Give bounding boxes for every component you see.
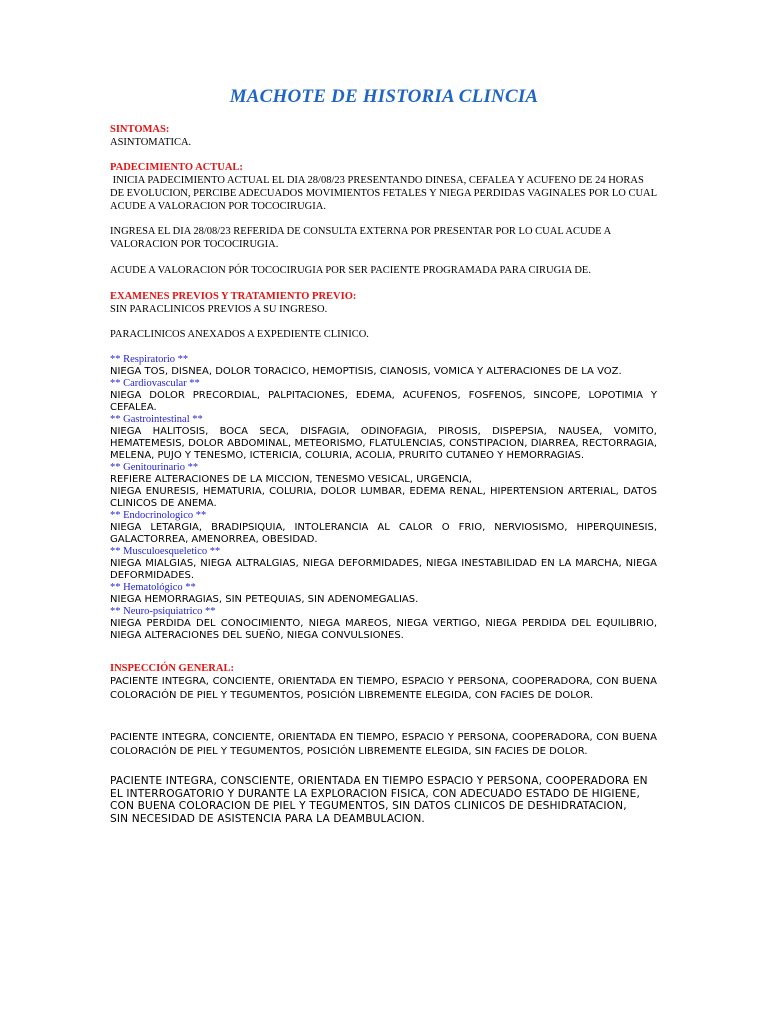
inspeccion-heading: INSPECCIÓN GENERAL: <box>110 663 234 674</box>
system-findings: NIEGA HEMORRAGIAS, SIN PETEQUIAS, SIN ADENOMEGALIAS. <box>110 594 419 605</box>
system-findings: NIEGA MIALGIAS, NIEGA ALTRALGIAS, NIEGA DEFORMIDADES, NIEGA INESTABILIDAD EN LA MARCHA, NIEGA DEFORMIDADES. <box>110 558 657 581</box>
sintomas-section <box>110 123 657 149</box>
sintomas-heading: SINTOMAS: <box>110 124 170 135</box>
system-neuro-psiquiatrico <box>110 606 657 642</box>
document-title: MACHOTE DE HISTORIA CLINCIA <box>229 86 539 107</box>
system-name: ** Neuro-psiquiatrico ** <box>110 606 216 617</box>
system-hematologico <box>110 582 657 606</box>
padecimiento-section <box>110 161 657 213</box>
system-name: ** Endocrinologico ** <box>110 510 207 521</box>
system-genitourinario <box>110 462 657 510</box>
system-name: ** Respiratorio ** <box>110 354 189 365</box>
padecimiento-paragraph-2: INGRESA EL DIA 28/08/23 REFERIDA DE CONSULTA EXTERNA POR PRESENTAR POR LO CUAL ACUDE A VALORACION POR TOCOCIRUGIA. <box>110 226 611 250</box>
padecimiento-paragraph-3: ACUDE A VALORACION PÓR TOCOCIRUGIA POR SER PACIENTE PROGRAMADA PARA CIRUGIA DE. <box>110 265 591 276</box>
system-gastrointestinal <box>110 414 657 462</box>
examenes-paragraph-2: PARACLINICOS ANEXADOS A EXPEDIENTE CLINICO. <box>110 329 369 340</box>
system-cardiovascular <box>110 378 657 414</box>
system-endocrinologico <box>110 510 657 546</box>
system-name: ** Hematológico ** <box>110 582 196 593</box>
system-name: ** Musculoesqueletico ** <box>110 546 221 557</box>
system-findings: NIEGA HALITOSIS, BOCA SECA, DISFAGIA, ODINOFAGIA, PIROSIS, DISPEPSIA, NAUSEA, VOMITO, HEMATEMESIS, DOLOR ABDOMINAL, METEORISMO, FLATULENCIAS, CONSTIPACION, DIARREA, RECTORRAGIA, MELENA, PUJO Y TENESMO, ICTERICIA, COLURIA, ACOLIA, PRURITO CUTANEO Y HEMORRAGIAS. <box>110 426 657 461</box>
system-findings: NIEGA TOS, DISNEA, DOLOR TORACICO, HEMOPTISIS, CIANOSIS, VOMICA Y ALTERACIONES DE LA VOZ. <box>110 366 622 377</box>
inspeccion-paragraph-2: PACIENTE INTEGRA, CONCIENTE, ORIENTADA EN TIEMPO, ESPACIO Y PERSONA, COOPERADORA, CON BUENA COLORACIÓN DE PIEL Y TEGUMENTOS, POSICIÓN LIBREMENTE ELEGIDA, SIN FACIES DE DOLOR. <box>110 732 657 757</box>
system-musculoesqueletico <box>110 546 657 582</box>
system-name: ** Gastrointestinal ** <box>110 414 203 425</box>
inspeccion-section <box>110 662 657 703</box>
system-findings: NIEGA PERDIDA DEL CONOCIMIENTO, NIEGA MAREOS, NIEGA VERTIGO, NIEGA PERDIDA DEL EQUILIBRIO, NIEGA ALTERACIONES DEL SUEÑO, NIEGA CONVULSIONES. <box>110 618 657 641</box>
inspeccion-paragraph-1: PACIENTE INTEGRA, CONCIENTE, ORIENTADA EN TIEMPO, ESPACIO Y PERSONA, COOPERADORA, CON BUENA COLORACIÓN DE PIEL Y TEGUMENTOS, POSICIÓN LIBREMENTE ELEGIDA, CON FACIES DE DOLOR. <box>110 676 657 701</box>
system-name: ** Cardiovascular ** <box>110 378 200 389</box>
padecimiento-heading: PADECIMIENTO ACTUAL: <box>110 162 243 173</box>
examenes-section <box>110 290 657 316</box>
examenes-paragraph-1: SIN PARACLINICOS PREVIOS A SU INGRESO. <box>110 304 328 315</box>
system-findings: NIEGA LETARGIA, BRADIPSIQUIA, INTOLERANCIA AL CALOR O FRIO, NERVIOSISMO, HIPERQUINESIS, GALACTORREA, AMENORREA, OBESIDAD. <box>110 522 657 545</box>
padecimiento-paragraph-1: INICIA PADECIMIENTO ACTUAL EL DIA 28/08/23 PRESENTANDO DINESA, CEFALEA Y ACUFENO DE 24 HORAS DE EVOLUCION, PERCIBE ADECUADOS MOVIMIENTOS FETALES Y NIEGA PERDIDAS VAGINALES POR LO CUAL ACUDE A VALORACION POR TOCOCIRUGIA. <box>110 175 659 212</box>
system-respiratorio <box>110 354 657 378</box>
system-findings: NIEGA DOLOR PRECORDIAL, PALPITACIONES, EDEMA, ACUFENOS, FOSFENOS, SINCOPE, LOPOTIMIA Y CEFALEA. <box>110 390 657 413</box>
examenes-heading: EXAMENES PREVIOS Y TRATAMIENTO PREVIO: <box>110 291 357 302</box>
system-findings: REFIERE ALTERACIONES DE LA MICCION, TENESMO VESICAL, URGENCIA, NIEGA ENURESIS, HEMATURIA, COLURIA, DOLOR LUMBAR, EDEMA RENAL, HIPERTENSION ARTERIAL, DATOS CLINICOS DE ANEMA. <box>110 474 657 509</box>
sintomas-text: ASINTOMATICA. <box>110 137 192 148</box>
inspeccion-paragraph-3: PACIENTE INTEGRA, CONSCIENTE, ORIENTADA EN TIEMPO ESPACIO Y PERSONA, COOPERADORA EN EL INTERROGATORIO Y DURANTE LA EXPLORACION FISICA, CON ADECUADO ESTADO DE HIGIENE, CON BUENA COLORACION DE PIEL Y TEGUMENTOS, SIN DATOS CLINICOS DE DESHIDRATACION, SIN NECESIDAD DE ASISTENCIA PARA LA DEAMBULACION. <box>110 775 648 825</box>
system-name: ** Genitourinario ** <box>110 462 199 473</box>
systems-review <box>110 354 657 642</box>
